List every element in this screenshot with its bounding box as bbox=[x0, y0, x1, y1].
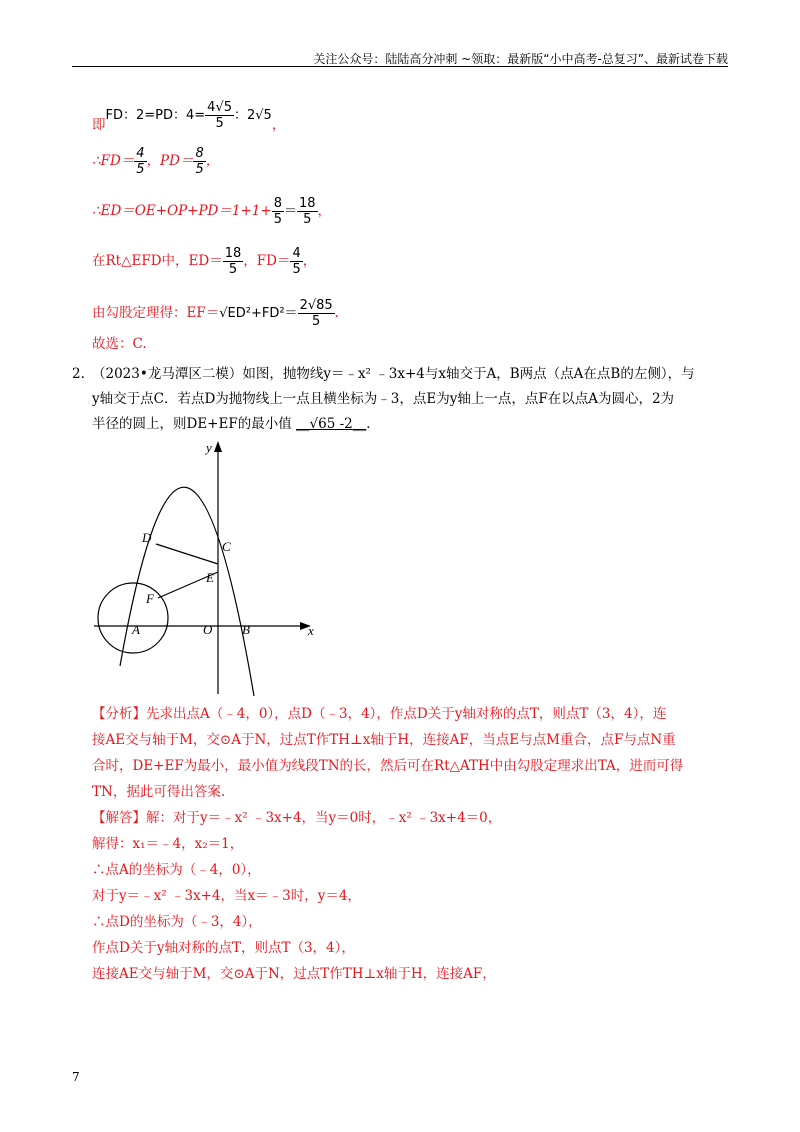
fraction: $\frac{4}{5}$ bbox=[292, 246, 301, 277]
answer-line-5: ∴点D的坐标为（﹣3，4）， bbox=[92, 914, 262, 930]
label-y: y bbox=[206, 440, 212, 455]
label-c: C bbox=[222, 539, 231, 554]
sqrt-expression: √ED²+FD² bbox=[219, 306, 285, 321]
problem-number: 2. bbox=[72, 366, 85, 382]
parabola-figure bbox=[90, 438, 330, 700]
solution-line-1: 即FD：2=PD：4= $\frac{4√5}{5}$ ：2√5， bbox=[92, 100, 286, 133]
fraction: $\frac{2√85}{5}$ bbox=[299, 298, 333, 329]
problem-line-2: y轴交于点C．若点D为抛物线上一点且横坐标为﹣3，点E为y轴上一点，点F在以点A为圆心，2为 bbox=[92, 391, 675, 407]
segment-de bbox=[156, 544, 218, 564]
label-x: x bbox=[308, 623, 314, 638]
label-o: O bbox=[203, 622, 213, 637]
answer-tag: 【解答】 bbox=[92, 810, 146, 826]
circle-a bbox=[98, 583, 168, 653]
solution-line-6: 故选：C. bbox=[92, 336, 147, 352]
answer-line-7: 连接AE交与轴于M，交⊙A于N，过点T作TH⊥x轴于H，连接AF， bbox=[92, 966, 496, 982]
answer-line-4: 对于y＝﹣x² ﹣3x+4，当x＝﹣3时，y＝4， bbox=[92, 888, 361, 904]
parabola-curve bbox=[120, 487, 254, 696]
answer-line-6: 作点D关于y轴对称的点T，则点T（3，4）， bbox=[92, 940, 355, 956]
answer-blank: __√65 -2__ bbox=[296, 416, 367, 432]
solution-line-2: ∴FD＝ $\frac{4}{5}$ ，PD＝ $\frac{8}{5}$ ， bbox=[92, 146, 220, 177]
solution-line-5: 由勾股定理得：EF＝√ED²+FD²＝ $\frac{2√85}{5}$ . bbox=[92, 298, 339, 329]
fraction: $\frac{4√5}{5}$ bbox=[207, 100, 232, 131]
header-rule bbox=[72, 66, 728, 67]
fraction: $\frac{18}{5}$ bbox=[298, 196, 316, 227]
fraction: $\frac{4}{5}$ bbox=[136, 146, 145, 177]
label-e: E bbox=[206, 570, 214, 585]
problem-line-1: （2023•龙马潭区二模）如图，抛物线y＝﹣x² ﹣3x+4与x轴交于A，B两点（点A在点B的左侧），与 bbox=[92, 366, 695, 382]
fraction: $\frac{8}{5}$ bbox=[273, 196, 282, 227]
label-d: D bbox=[142, 530, 152, 545]
problem-line-3: 半径的圆上，则DE+EF的最小值 __√65 -2__． bbox=[92, 416, 380, 432]
fraction: $\frac{18}{5}$ bbox=[224, 246, 242, 277]
math-ratio: FD：2=PD：4= bbox=[105, 108, 206, 123]
solution-line-4: 在Rt△EFD中，ED＝ $\frac{18}{5}$ ，FD＝ $\frac{4}{5}$ ， bbox=[92, 246, 317, 277]
fraction: $\frac{8}{5}$ bbox=[195, 146, 204, 177]
answer-line-1: 【解答】解：对于y＝﹣x² ﹣3x+4，当y＝0时，﹣x² ﹣3x+4＝0， bbox=[92, 810, 502, 826]
y-axis-arrow bbox=[214, 441, 222, 452]
analysis-line-4: TN，据此可得出答案. bbox=[92, 784, 226, 800]
label-b: B bbox=[242, 622, 250, 637]
label-a: A bbox=[132, 622, 140, 637]
analysis-line-1: 【分析】先求出点A（﹣4，0），点D（﹣3，4），作点D关于y轴对称的点T，则点T（3，4），连 bbox=[92, 706, 667, 722]
answer-line-2: 解得：x₁＝﹣4，x₂＝1， bbox=[92, 836, 244, 852]
page-header: 关注公众号：陆陆高分冲刺 ~领取：最新版“小中高考-总复习”、最新试卷下载 bbox=[313, 52, 728, 66]
solution-line-3: ∴ED＝OE+OP+PD＝1+1+ $\frac{8}{5}$ ＝ $\frac{18}{5}$ ， bbox=[92, 196, 332, 227]
answer-line-3: ∴点A的坐标为（﹣4，0）， bbox=[92, 862, 261, 878]
analysis-tag: 【分析】 bbox=[92, 706, 146, 722]
analysis-line-3: 合时，DE+EF为最小，最小值为线段TN的长，然后可在Rt△ATH中由勾股定理求出TA，进而可得 bbox=[92, 758, 684, 774]
label-f: F bbox=[146, 591, 154, 606]
analysis-line-2: 接AE交与轴于M，交⊙A于N，过点T作TH⊥x轴于H，连接AF，当点E与点M重合，点F与点N重 bbox=[92, 732, 676, 748]
page-number: 7 bbox=[72, 1070, 80, 1084]
